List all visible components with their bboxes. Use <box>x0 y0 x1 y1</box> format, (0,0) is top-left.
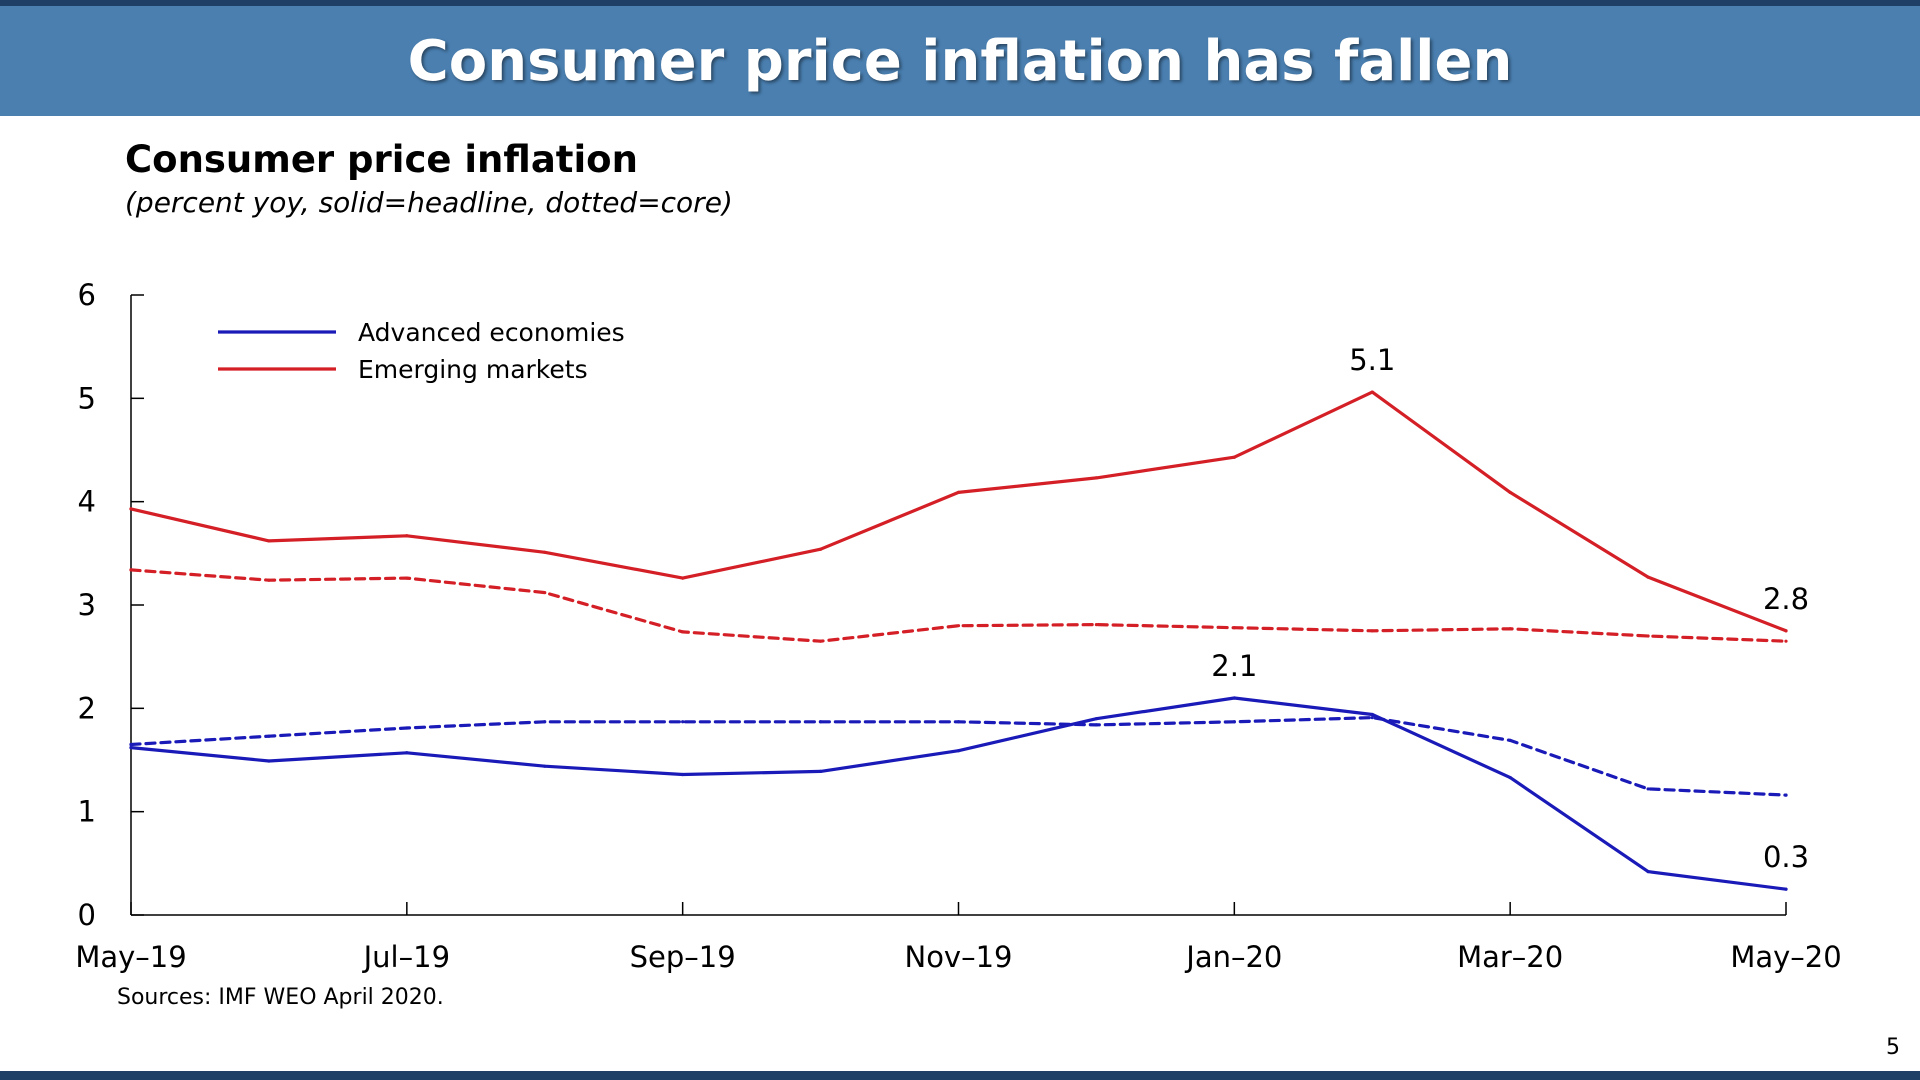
advanced-economies-dotted-point <box>957 720 960 723</box>
emerging-markets-dotted-point <box>1646 634 1649 637</box>
emerging-markets-dotted-line <box>131 570 1786 641</box>
emerging-markets-solid-point <box>819 548 822 551</box>
x-tick-label: Jul–19 <box>363 940 451 974</box>
advanced-economies-dotted-point <box>405 726 408 729</box>
emerging-markets-solid-point <box>1646 576 1649 579</box>
data-label: 5.1 <box>1349 343 1396 378</box>
slide-title: Consumer price inflation has fallen <box>407 28 1513 94</box>
advanced-economies-dotted-point <box>267 735 270 738</box>
emerging-markets-dotted-point <box>957 624 960 627</box>
y-tick-label: 4 <box>77 484 96 519</box>
advanced-economies-dotted-line <box>131 718 1786 796</box>
emerging-markets-solid-point <box>1095 476 1098 479</box>
emerging-markets-solid-line <box>131 392 1786 631</box>
advanced-economies-dotted-point <box>129 743 132 746</box>
y-tick-label: 6 <box>77 278 96 312</box>
data-label: 2.1 <box>1211 649 1258 683</box>
advanced-economies-dotted-point <box>543 720 546 723</box>
emerging-markets-dotted-point <box>1233 626 1236 629</box>
emerging-markets-dotted-point <box>1095 623 1098 626</box>
x-tick-label: Nov–19 <box>904 940 1013 974</box>
x-tick-label: Sep–19 <box>629 940 736 974</box>
advanced-economies-dotted-point <box>1233 720 1236 723</box>
advanced-economies-solid-point <box>267 759 270 762</box>
x-tick-label: Jan–20 <box>1186 940 1283 974</box>
source-note: Sources: IMF WEO April 2020. <box>117 985 444 1010</box>
advanced-economies-solid-point <box>1784 888 1787 891</box>
emerging-markets-solid-point <box>681 577 684 580</box>
emerging-markets-solid-point <box>1509 491 1512 494</box>
advanced-economies-dotted-point <box>1509 739 1512 742</box>
bottom-rule <box>0 1071 1920 1080</box>
advanced-economies-solid-point <box>1233 696 1236 699</box>
advanced-economies-solid-point <box>129 746 132 749</box>
emerging-markets-dotted-point <box>129 568 132 571</box>
advanced-economies-solid-point <box>819 770 822 773</box>
x-tick-label: May–20 <box>1730 940 1842 974</box>
advanced-economies-dotted-point <box>819 720 822 723</box>
emerging-markets-solid-point <box>129 507 132 510</box>
legend-label: Advanced economies <box>358 318 625 347</box>
emerging-markets-solid-point <box>543 551 546 554</box>
advanced-economies-solid-point <box>1509 776 1512 779</box>
advanced-economies-solid-point <box>1646 870 1649 873</box>
emerging-markets-dotted-point <box>1784 640 1787 643</box>
y-tick-label: 5 <box>77 381 96 416</box>
emerging-markets-dotted-point <box>1509 627 1512 630</box>
advanced-economies-solid-point <box>405 751 408 754</box>
data-label: 2.8 <box>1762 581 1810 616</box>
emerging-markets-dotted-point <box>267 579 270 582</box>
advanced-economies-solid-point <box>957 749 960 752</box>
advanced-economies-dotted-point <box>681 720 684 723</box>
emerging-markets-solid-point <box>1371 391 1374 394</box>
x-tick-label: May–19 <box>75 940 187 974</box>
emerging-markets-solid-point <box>1233 456 1236 459</box>
emerging-markets-dotted-point <box>1371 629 1374 632</box>
emerging-markets-solid-point <box>957 491 960 494</box>
legend-label: Emerging markets <box>358 355 588 384</box>
advanced-economies-solid-point <box>1371 713 1374 716</box>
advanced-economies-dotted-point <box>1646 787 1649 790</box>
y-tick-label: 3 <box>77 588 96 622</box>
emerging-markets-solid-point <box>405 534 408 537</box>
advanced-economies-solid-point <box>1095 717 1098 720</box>
emerging-markets-dotted-point <box>681 630 684 633</box>
x-tick-label: Mar–20 <box>1457 940 1564 974</box>
y-tick-label: 1 <box>77 794 96 829</box>
emerging-markets-solid-point <box>1784 629 1787 632</box>
chart-subtitle: (percent yoy, solid=headline, dotted=core) <box>125 186 733 219</box>
advanced-economies-solid-line <box>131 698 1786 889</box>
advanced-economies-solid-point <box>681 773 684 776</box>
y-tick-label: 0 <box>77 898 96 932</box>
emerging-markets-dotted-point <box>405 577 408 580</box>
page-number: 5 <box>1886 1035 1900 1060</box>
emerging-markets-dotted-point <box>819 640 822 643</box>
advanced-economies-dotted-point <box>1371 716 1374 719</box>
emerging-markets-solid-point <box>267 539 270 542</box>
advanced-economies-solid-point <box>543 765 546 768</box>
data-label: 0.3 <box>1762 840 1810 875</box>
advanced-economies-dotted-point <box>1095 723 1098 726</box>
emerging-markets-dotted-point <box>543 591 546 594</box>
advanced-economies-dotted-point <box>1784 794 1787 797</box>
y-tick-label: 2 <box>77 691 96 726</box>
chart-title: Consumer price inflation <box>125 138 638 181</box>
